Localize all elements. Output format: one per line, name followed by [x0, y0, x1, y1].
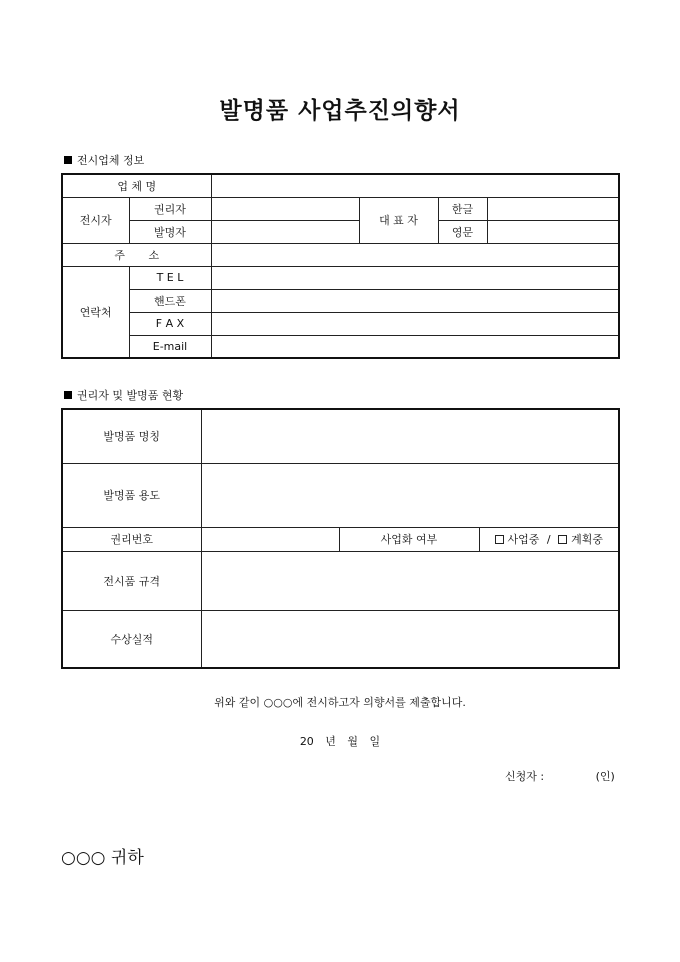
commercialization-options [479, 527, 619, 551]
english-name-label: 영문 [438, 220, 487, 243]
section-label: 권리자 및 발명품 현황 [77, 389, 184, 402]
korean-name-label: 한글 [438, 197, 487, 220]
representative-english-field[interactable] [487, 220, 619, 243]
right-holder-field[interactable] [211, 197, 359, 220]
email-label: E-mail [129, 335, 211, 358]
planning-option-label: 계획중 [571, 533, 603, 546]
address-field[interactable] [211, 243, 619, 266]
exhibit-spec-label: 전시품 규격 [62, 551, 201, 610]
representative-korean-field[interactable] [487, 197, 619, 220]
document-title: 발명품 사업추진의향서 [219, 98, 461, 124]
exhibitor-info-table [61, 173, 620, 359]
invention-name-label: 발명품 명칭 [62, 409, 201, 463]
invention-use-label: 발명품 용도 [62, 463, 201, 527]
commercialization-label: 사업화 여부 [339, 527, 479, 551]
in-business-checkbox[interactable] [495, 535, 504, 544]
square-bullet-icon [64, 391, 72, 399]
awards-label: 수상실적 [62, 610, 201, 668]
section-invention-status-heading [64, 387, 183, 403]
address-label: 주 소 [62, 243, 211, 266]
contact-label: 연락처 [62, 266, 129, 358]
recipient: ○○○ 귀하 [61, 848, 144, 868]
right-number-field[interactable] [201, 527, 339, 551]
email-field[interactable] [211, 335, 619, 358]
tel-label: T E L [129, 266, 211, 289]
right-holder-label: 권리자 [129, 197, 211, 220]
mobile-field[interactable] [211, 289, 619, 312]
tel-field[interactable] [211, 266, 619, 289]
section-exhibitor-info-heading [64, 152, 144, 168]
invention-use-field[interactable] [201, 463, 619, 527]
submission-statement: 위와 같이 ○○○에 전시하고자 의향서를 제출합니다. [214, 696, 466, 709]
date-line: 20 년 월 일 [299, 735, 381, 748]
company-name-label: 업 체 명 [62, 174, 211, 197]
exhibitor-label: 전시자 [62, 197, 129, 243]
company-name-field[interactable] [211, 174, 619, 197]
applicant-signature-line [505, 768, 615, 784]
fax-field[interactable] [211, 312, 619, 335]
right-number-label: 권리번호 [62, 527, 201, 551]
option-separator: / [546, 533, 551, 546]
invention-name-field[interactable] [201, 409, 619, 463]
inventor-field[interactable] [211, 220, 359, 243]
fax-label: F A X [129, 312, 211, 335]
section-label: 전시업체 정보 [77, 154, 145, 167]
inventor-label: 발명자 [129, 220, 211, 243]
representative-label: 대 표 자 [359, 197, 438, 243]
awards-field[interactable] [201, 610, 619, 668]
seal-mark: (인) [595, 770, 615, 783]
invention-status-table [61, 408, 620, 669]
applicant-label: 신청자 : [505, 770, 545, 783]
in-business-option-label: 사업중 [507, 533, 540, 546]
exhibit-spec-field[interactable] [201, 551, 619, 610]
planning-checkbox[interactable] [558, 535, 567, 544]
mobile-label: 핸드폰 [129, 289, 211, 312]
square-bullet-icon [64, 156, 72, 164]
